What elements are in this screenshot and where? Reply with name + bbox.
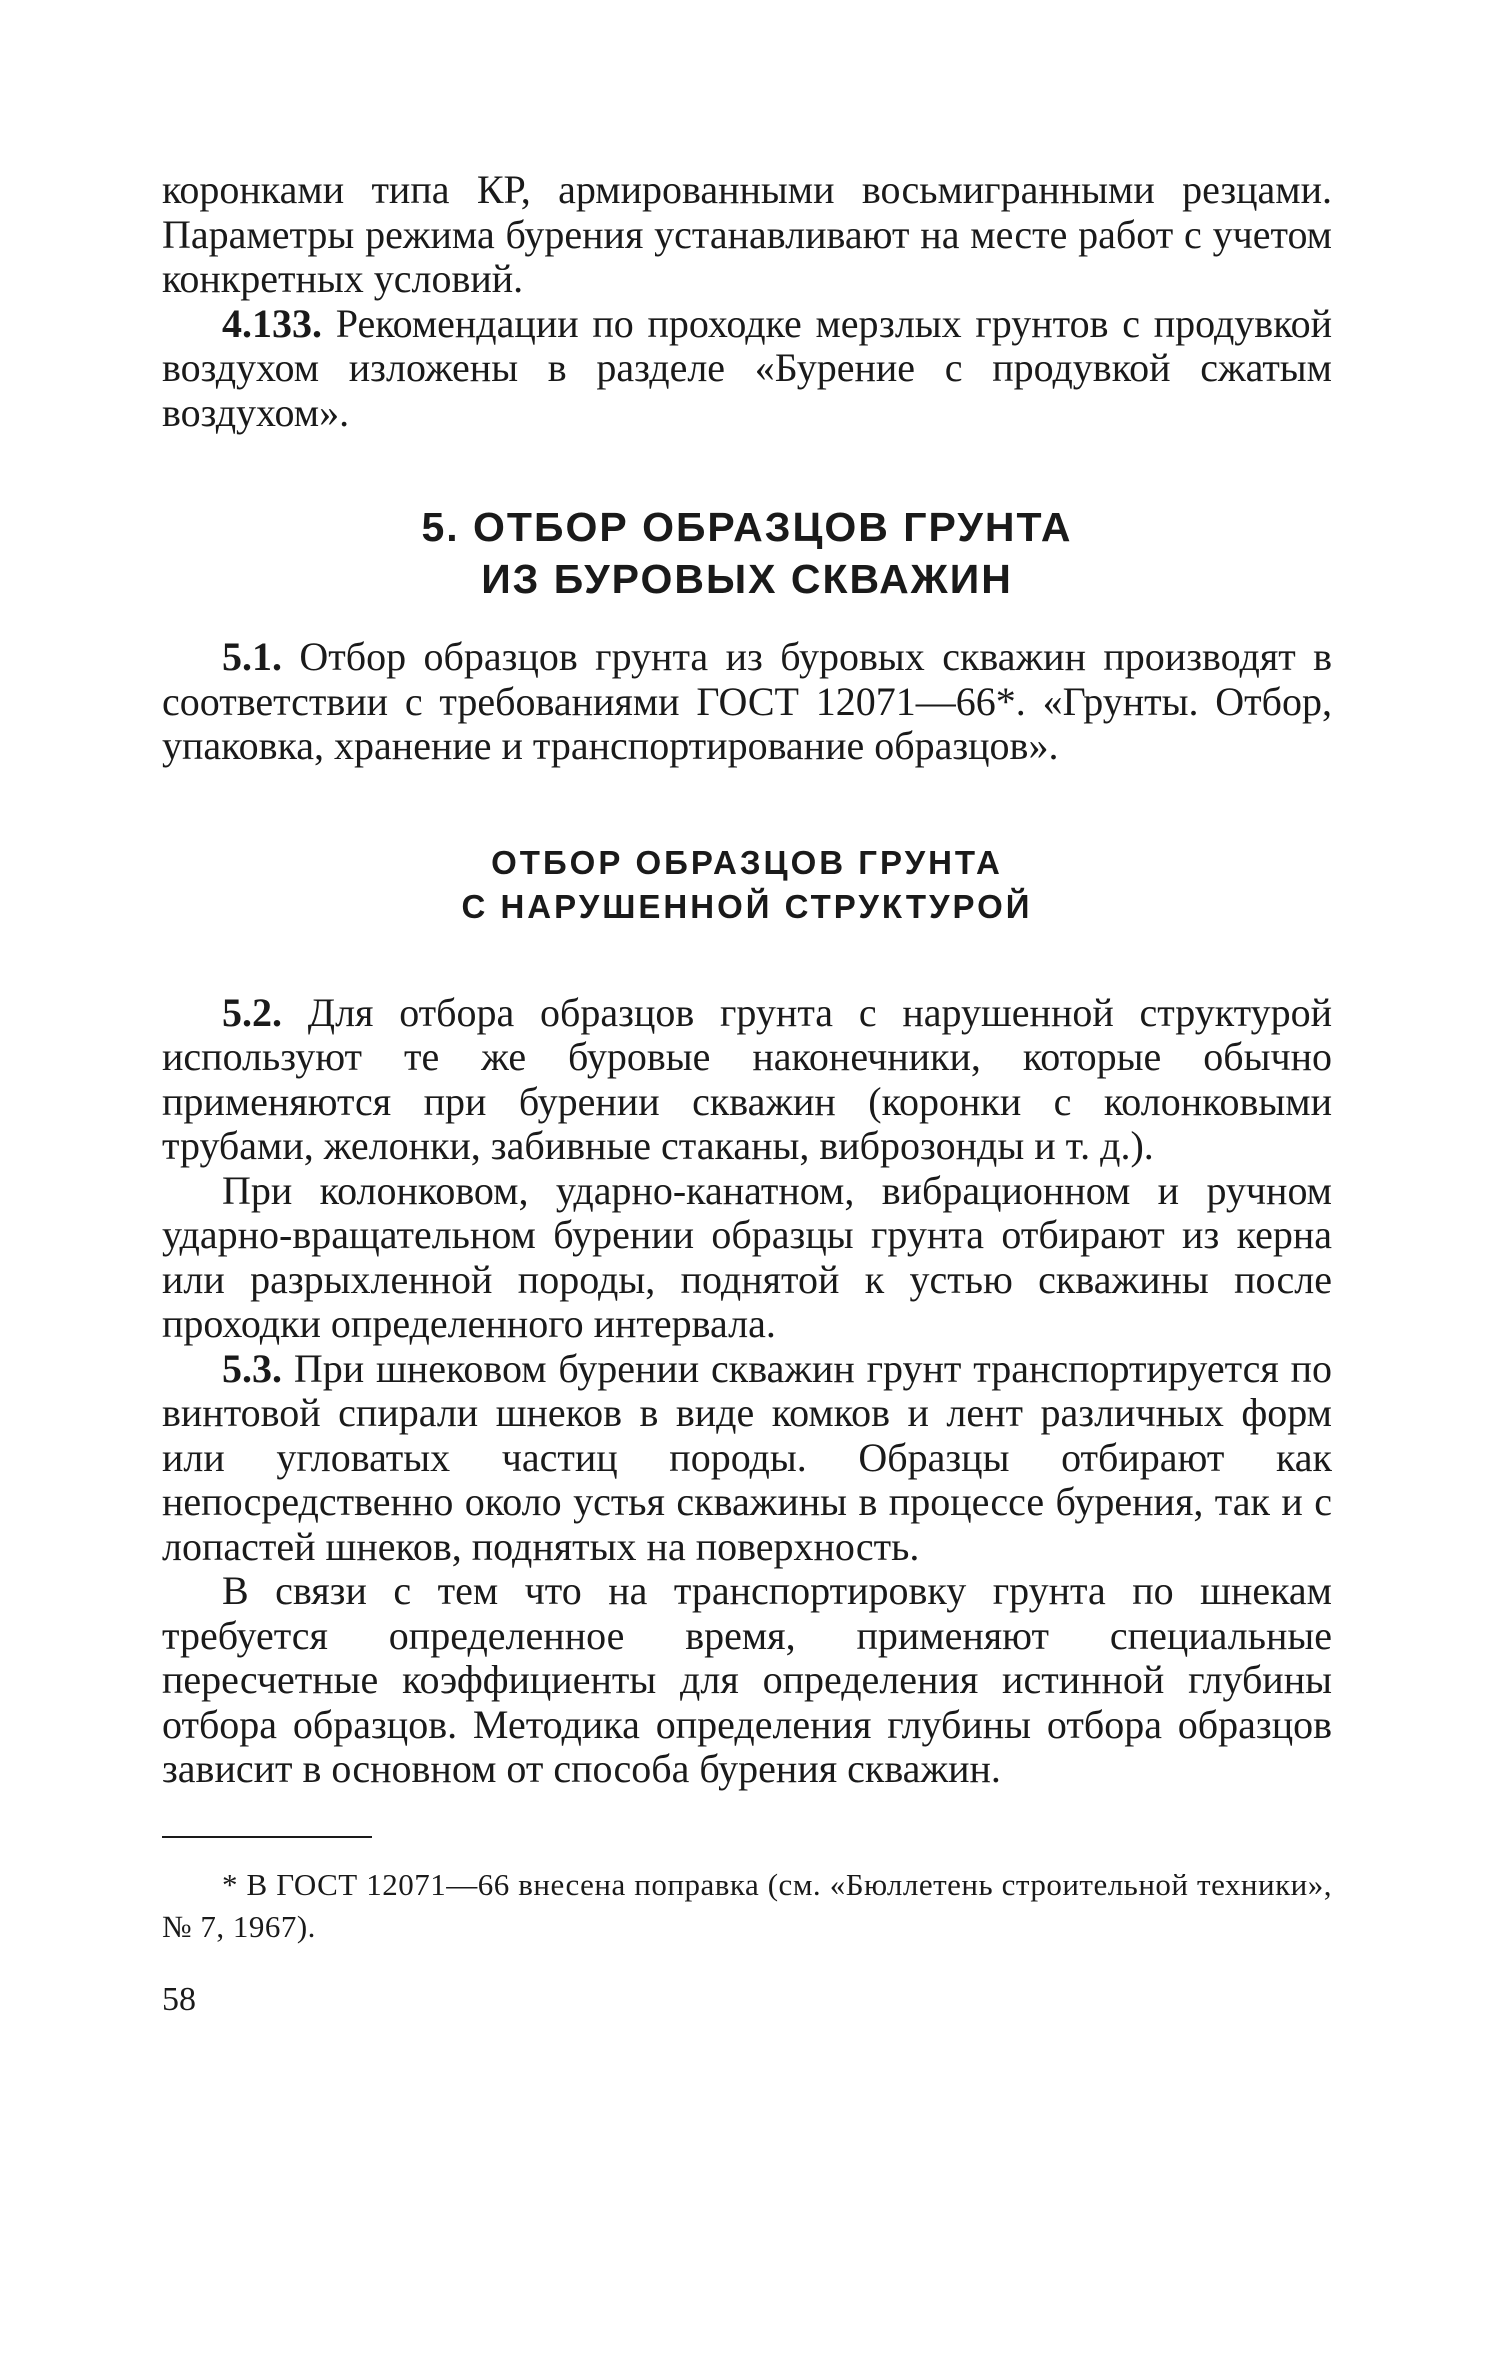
clause-number: 5.2. — [222, 989, 282, 1035]
clause-5-1 — [162, 635, 1332, 769]
clause-5-3-continued: В связи с тем что на транспортировку грунта по шнекам требуется определенное время, применяют специальные пересчетные коэффициенты для определения истинной глубины отбора образцов. Методика определения глубины отбора образцов зависит в основном от способа бурения скважин. — [162, 1568, 1332, 1791]
clause-5-2-continued: При колонковом, ударно-канатном, вибрационном и ручном ударно-вращательном бурении образцы грунта отбирают из керна или разрыхленной породы, поднятой к устью скважины после проходки определенного интервала. — [162, 1167, 1332, 1346]
clause-text: Для отбора образцов грунта с нарушенной структурой используют те же буровые наконечники, которые обычно применяются при бурении скважин (коронки с колонковыми трубами, желонки, забивные стаканы, виброзонды и т. д.). — [162, 989, 1332, 1168]
document-page — [162, 168, 1332, 2022]
subsection-heading-line-1: ОТБОР ОБРАЗЦОВ ГРУНТА — [491, 843, 1003, 881]
footnote: * В ГОСТ 12071—66 внесена поправка (см. «Бюллетень строительной техники», № 7, 1967). — [162, 1866, 1332, 1944]
clause-text: Отбор образцов грунта из буровых скважин производят в соответствии с требованиями ГОСТ 12071—66*. «Грунты. Отбор, упаковка, хранение и транспортирование образцов». — [162, 634, 1332, 768]
clause-5-3 — [162, 1347, 1332, 1570]
footnote-divider — [162, 1836, 372, 1838]
section-5-heading-line-2: ИЗ БУРОВЫХ СКВАЖИН — [481, 556, 1013, 602]
page-number: 58 — [162, 1980, 196, 2018]
subsection-heading — [162, 841, 1332, 929]
section-5-heading — [162, 501, 1332, 605]
clause-number: 5.3. — [222, 1345, 282, 1391]
clause-4-133 — [162, 302, 1332, 436]
section-5-heading-line-1: 5. ОТБОР ОБРАЗЦОВ ГРУНТА — [421, 504, 1073, 550]
clause-5-2 — [162, 991, 1332, 1169]
subsection-heading-line-2: С НАРУШЕННОЙ СТРУКТУРОЙ — [461, 887, 1033, 925]
clause-number: 4.133. — [222, 300, 322, 346]
clause-text: При шнековом бурении скважин грунт транспортируется по винтовой спирали шнеков в виде комков и лент различных форм или угловатых частиц породы. Образцы отбирают как непосредственно около устья скважины в процессе бурения, так и с лопастей шнеков, поднятых на поверхность. — [162, 1345, 1333, 1569]
clause-text: Рекомендации по проходке мерзлых грунтов с продувкой воздухом изложены в разделе «Бурение с продувкой сжатым воздухом». — [162, 300, 1332, 435]
intro-paragraph: коронками типа КР, армированными восьмигранными резцами. Параметры режима бурения устанавливают на месте работ с учетом конкретных условий. — [162, 167, 1332, 301]
clause-number: 5.1. — [222, 634, 282, 679]
